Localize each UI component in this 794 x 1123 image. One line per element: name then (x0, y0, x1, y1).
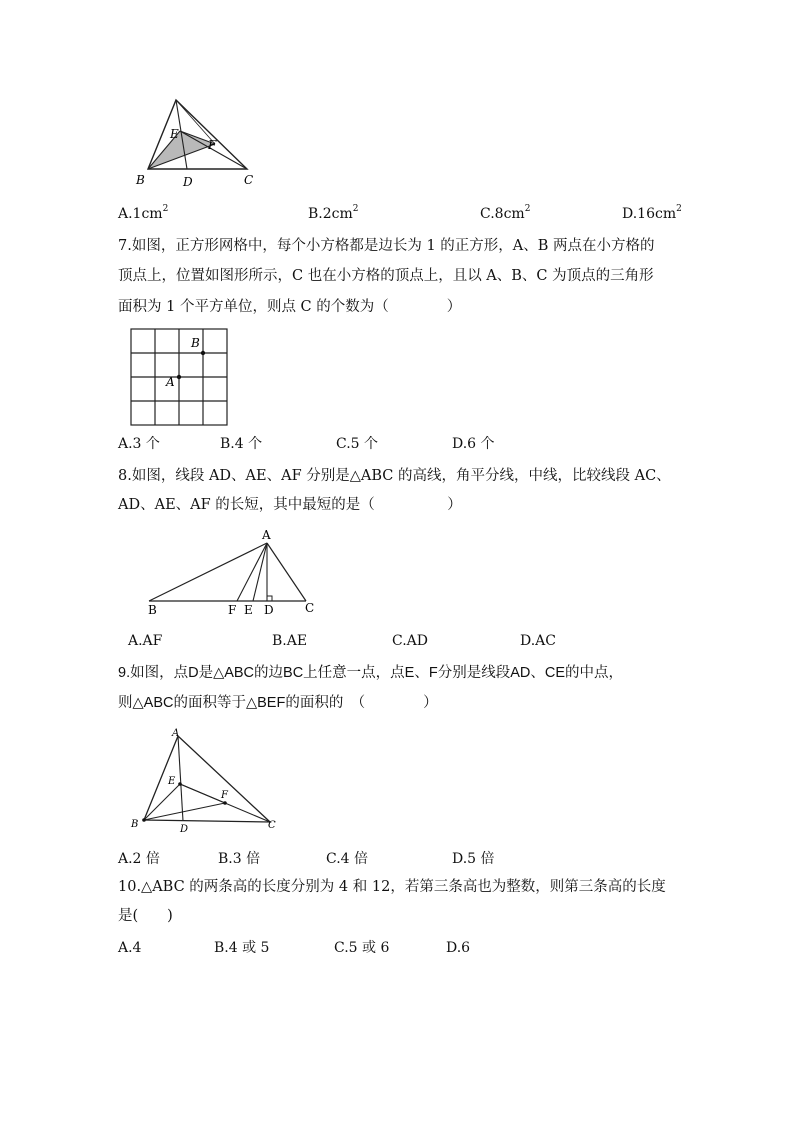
q8-label-c: C (305, 601, 315, 615)
q6-label-e: E (170, 127, 179, 141)
q9-stem-line-2: 则△ABC的面积等于△BEF的面积的 （ ） (118, 695, 438, 711)
q7-stem-line-1: 7.如图，正方形网格中，每个小方格都是边长为 1 的正方形，A、B 两点在小方格的 (118, 238, 655, 254)
q10-stem-line-2: 是( ) (118, 908, 173, 924)
q7-option-b[interactable]: B.4 个 (220, 436, 263, 452)
q6-label-c: C (244, 173, 254, 187)
q9-segment-be (144, 784, 180, 820)
q8-right-angle-mark (267, 596, 272, 601)
q6-option-b[interactable]: $B.2cm^2$ (308, 204, 359, 222)
q6-triangle-figure (130, 92, 270, 192)
q9-triangle-figure (126, 726, 286, 838)
q9-point-f (223, 801, 227, 805)
q8-option-c[interactable]: C.AD (392, 633, 428, 649)
q8-label-f: F (228, 603, 237, 617)
q6-label-f: F (208, 138, 217, 152)
q9-segment-ad (178, 736, 183, 821)
q7-point-b (201, 351, 205, 355)
q6-label-b: B (136, 173, 145, 187)
q10-option-c[interactable]: C.5 或 6 (334, 940, 390, 956)
q7-label-a: A (166, 375, 175, 389)
q7-option-d[interactable]: D.6 个 (452, 436, 495, 452)
q9-label-b: B (131, 819, 139, 830)
q9-label-a: A (172, 728, 180, 739)
q10-option-a[interactable]: A.4 (118, 940, 142, 956)
q8-side-ab (149, 543, 267, 601)
q6-option-a[interactable]: $A.1cm^2$ (118, 204, 169, 222)
q9-option-a[interactable]: A.2 倍 (118, 851, 160, 867)
q9-label-c: C (268, 820, 276, 831)
q10-option-d[interactable]: D.6 (446, 940, 471, 956)
q8-stem-line-1: 8.如图，线段 AD、AE、AF 分别是△ABC 的高线，角平分线，中线，比较线段 AC、 (118, 468, 671, 484)
q9-option-c[interactable]: C.4 倍 (326, 851, 369, 867)
q10-stem-line-1: 10.△ABC 的两条高的长度分别为 4 和 12，若第三条高也为整数，则第三条高的长度 (118, 879, 666, 895)
q8-option-b[interactable]: B.AE (272, 633, 308, 649)
q9-label-e: E (168, 776, 176, 787)
q8-label-b: B (148, 603, 157, 617)
q7-option-c[interactable]: C.5 个 (336, 436, 379, 452)
q7-option-a[interactable]: A.3 个 (118, 436, 160, 452)
q8-stem-line-2: AD、AE、AF 的长短，其中最短的是（ ） (118, 497, 462, 513)
q8-side-ac (267, 543, 306, 601)
q8-triangle-figure (140, 526, 330, 622)
q8-label-a: A (262, 528, 271, 542)
q9-option-d[interactable]: D.5 倍 (452, 851, 495, 867)
q9-label-f: F (221, 790, 228, 801)
q8-median-af (237, 543, 267, 601)
q10-option-b[interactable]: B.4 或 5 (214, 940, 270, 956)
q8-bisector-ae (253, 543, 267, 601)
q6-option-c[interactable]: $C.8cm^2$ (480, 204, 531, 222)
q7-point-a (177, 375, 181, 379)
q9-point-e (178, 782, 182, 786)
q7-grid-figure (128, 324, 232, 428)
q9-label-d: D (180, 824, 189, 835)
q7-label-b: B (191, 336, 200, 350)
q9-segment-bf (144, 803, 225, 820)
q8-label-d: D (264, 603, 274, 617)
q8-label-e: E (244, 603, 253, 617)
q9-option-b[interactable]: B.3 倍 (218, 851, 261, 867)
q7-stem-line-3: 面积为 1 个平方单位，则点 C 的个数为（ ） (118, 299, 462, 315)
q8-option-a[interactable]: A.AF (128, 633, 163, 649)
q8-option-d[interactable]: D.AC (520, 633, 556, 649)
q9-outer-triangle-abc (144, 736, 270, 822)
q7-stem-line-2: 顶点上，位置如图形所示，C 也在小方格的顶点上，且以 A、B、C 为顶点的三角形 (118, 268, 654, 284)
q6-label-d: D (183, 175, 193, 189)
q9-stem-line-1: 9.如图，点D是△ABC的边BC上任意一点，点E、F分别是线段AD、CE的中点， (118, 665, 623, 681)
q9-segment-ef (180, 784, 225, 803)
q9-point-b (142, 818, 146, 822)
q6-option-d[interactable]: $D.16cm^2$ (622, 204, 682, 222)
